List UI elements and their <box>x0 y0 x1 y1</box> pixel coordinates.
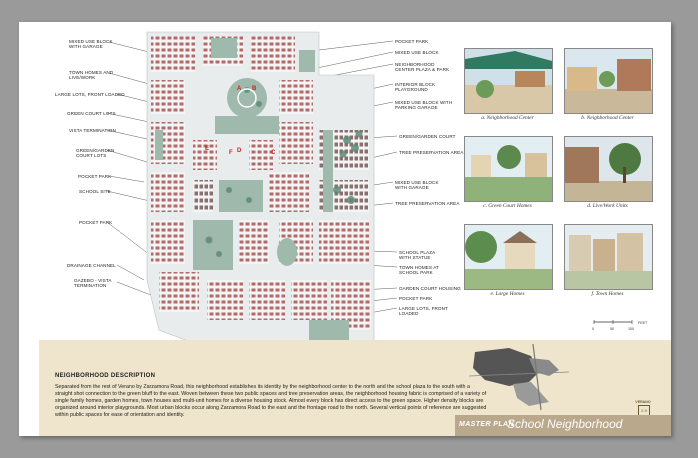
label-left-2: TOWN HOMES AND LIVE/WORK <box>69 70 114 81</box>
title-bar <box>455 415 671 436</box>
label-right-6: GREEN/GARDEN COURT <box>399 134 456 139</box>
plan-marker-a: A <box>237 86 242 92</box>
label-left-10: DRAINAGE CHANNEL <box>67 263 116 268</box>
description-text: Separated from the rest of Verano by Zarzamora Road, this neighborhood establishes its identity by the neighborhood center to the north and the school plaza to the south with a straight shot connection to the green bluff to the east. Woven between these two public spaces and tree preservation areas, the neighborhood housing fabric is comprised of a variety of single family homes, garden homes, town houses and multi-unit homes for a diverse housing stock. Almost every block has direct access to the green space. Higher density blocks are organized around interior playgrounds. Most urban blocks occur along Zarzamora Road to the east and the frontage road to the north. Several vertical points of reference are suggested within public spaces for ease of orientation and identity. <box>55 384 487 418</box>
photo-neighborhood-center-a <box>464 48 553 114</box>
label-right-2: MIXED USE BLOCK <box>395 50 439 55</box>
label-left-5: VISTA TERMINATION <box>69 128 116 133</box>
scale-tick-100: 100 <box>628 327 634 331</box>
verano-logo <box>631 400 655 416</box>
label-right-3: NEIGHBORHOOD CENTER PLAZA & PARK <box>395 62 450 73</box>
caption-e: e. Large Homes <box>490 291 525 297</box>
photo-large-homes <box>464 224 553 290</box>
scale-bar <box>592 318 652 332</box>
label-right-8: MIXED USE BLOCK WITH GARAGE <box>395 180 439 191</box>
label-right-5: MIXED USE BLOCK WITH PARKING GARAGE <box>395 100 453 111</box>
logo-wordmark: VERANO <box>635 400 651 404</box>
label-left-11: GAZEBO - VISTA TERMINATION <box>74 278 112 289</box>
label-right-13: POCKET PARK <box>399 296 433 301</box>
label-left-6: GREEN/GARDEN COURT LOTS <box>76 148 115 159</box>
label-left-8: SCHOOL SITE <box>79 189 111 194</box>
label-right-10: SCHOOL PLAZA WITH STATUE <box>399 250 436 261</box>
location-key-map <box>469 342 619 412</box>
photo-green-court-homes <box>464 136 553 202</box>
label-left-4: GREEN COURT LOTS <box>67 111 116 116</box>
plan-marker-f: F <box>229 150 233 156</box>
photo-neighborhood-center-b <box>564 48 653 114</box>
site-plan-drawing <box>119 30 379 370</box>
label-right-9: TREE PRESERVATION AREA <box>395 201 460 206</box>
logo-mark: 2-9 <box>638 405 650 416</box>
label-right-4: INTERIOR BLOCK PLAYGROUND <box>395 82 436 93</box>
label-left-1: MIXED USE BLOCK WITH GARAGE <box>69 39 113 50</box>
label-right-11: TOWN HOMES AT SCHOOL PARK <box>399 265 439 276</box>
photo-live-work-units <box>564 136 653 202</box>
label-right-12: GARDEN COURT HOUSING <box>399 286 461 291</box>
scale-tick-50: 50 <box>610 327 614 331</box>
plan-marker-b: B <box>252 86 257 92</box>
presentation-board <box>19 22 671 436</box>
title-school-neighborhood: School Neighborhood <box>507 417 623 431</box>
plan-marker-d: D <box>237 148 242 154</box>
caption-a: a. Neighborhood Center <box>481 115 534 121</box>
caption-c: c. Green Court Homes <box>483 203 532 209</box>
scale-tick-0: 0 <box>592 327 594 331</box>
caption-b: b. Neighborhood Center <box>581 115 634 121</box>
label-left-9: POCKET PARK <box>79 220 113 225</box>
label-left-3: LARGE LOTS, FRONT LOADED <box>55 92 125 97</box>
label-right-7: TREE PRESERVATION AREA <box>399 150 464 155</box>
scale-unit: FEET <box>638 321 648 325</box>
label-right-14: LARGE LOTS, FRONT LOADED <box>399 306 448 317</box>
plan-marker-c: C <box>271 150 276 156</box>
plan-marker-e: E <box>205 146 210 152</box>
description-title: NEIGHBORHOOD DESCRIPTION <box>55 373 156 379</box>
caption-f: f. Town Homes <box>591 291 624 297</box>
photo-town-homes <box>564 224 653 290</box>
title-master-plan: MASTER PLAN <box>459 421 514 428</box>
label-right-1: POCKET PARK <box>395 39 429 44</box>
caption-d: d. Live/Work Units <box>587 203 628 209</box>
label-left-7: POCKET PARK <box>78 174 112 179</box>
